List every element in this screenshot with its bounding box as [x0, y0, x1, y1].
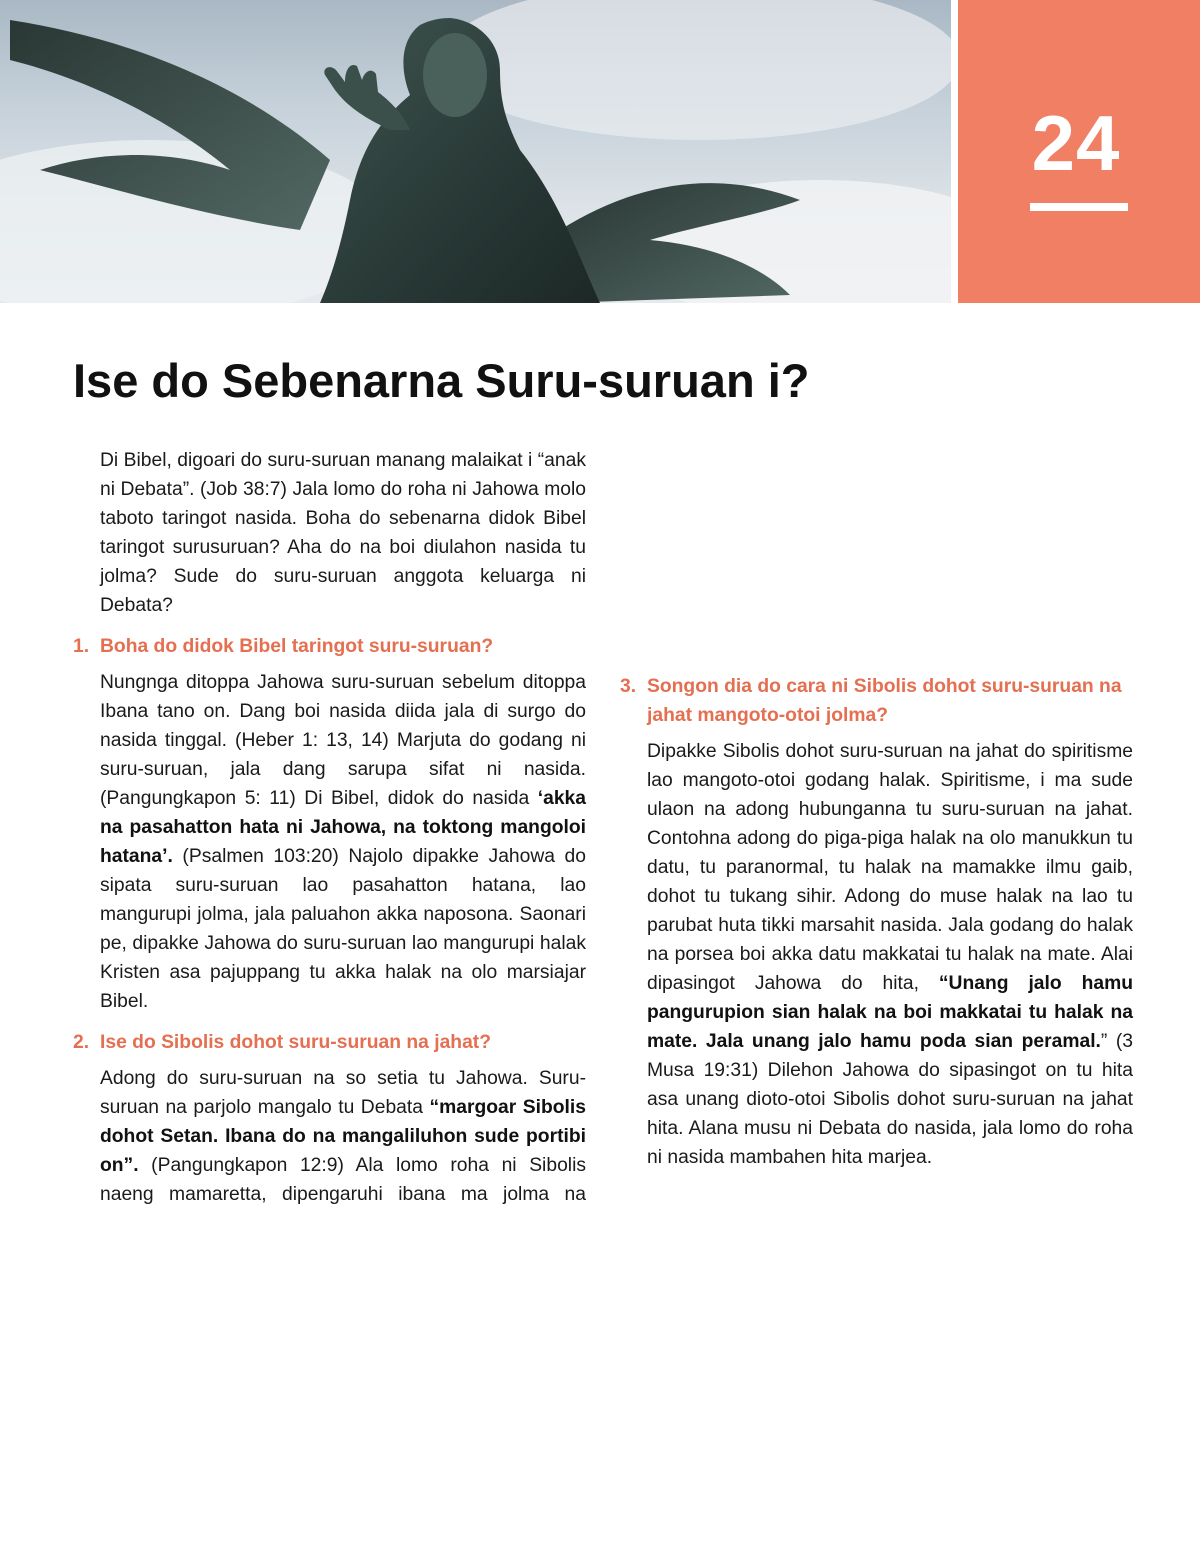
answer-text: Dipakke Sibolis dohot suru-suruan na jahat do spiritisme lao mangoto-otoi godang halak. Spiritisme, i ma sude ulaon na adong hubunganna tu suru-suruan na jahat. Contohna adong do piga-piga halak na olo manukkun tu datu, tu paranormal, tu halak na mamakke ilmu gaib, dohot tu tukang sihir. Adong do muse halak na lao tu parubat huta tikki marsahit nasida. Jala godang do halak na porsea boi akka datu makkatai tu halak na mate. Alai dipasingot Jahowa do hita,	[647, 741, 1133, 994]
answer-quote: ‘akka na pasahatton hata ni Jahowa, na toktong mangoloi hatana’.	[100, 788, 586, 867]
answer-text: (Pangungkapon 12:9) Ala lomo roha ni Sibolis naeng mamaretta, dipengaruhi ibana ma jolma na	[100, 1155, 586, 1205]
answer-quote: “Unang jalo hamu pangurupion sian halak na boi makkatai tu halak na mate. Jala unang jalo hamu poda sian peramal.	[647, 973, 1133, 1052]
answer-paragraph-2	[100, 1064, 586, 1209]
page-title: Ise do Sebenarna Suru-suruan i?	[73, 354, 810, 407]
answer-text: Nungnga ditoppa Jahowa suru-suruan sebelum ditoppa Ibana tano on. Dang boi nasida diida jala di surgo do nasida tinggal. (Heber 1: 13, 14) Marjuta do godang ni suru-suruan, jala dang sarupa sifat ni nasida. (Pangungkapon 5: 11) Di Bibel, didok do nasida	[100, 672, 586, 809]
question-number: 2.	[73, 1032, 90, 1053]
question-heading-1	[73, 632, 586, 661]
chapter-number: 24	[1031, 99, 1121, 187]
question-heading-2	[73, 1028, 586, 1057]
chapter-underline	[1030, 203, 1128, 211]
question-number: 3.	[620, 676, 637, 697]
answer-quote: “margoar Sibolis dohot Setan. Ibana do na mangaliluhon sude portibi on”.	[100, 1097, 586, 1176]
intro-paragraph: Di Bibel, digoari do suru-suruan manang malaikat i “anak ni Debata”. (Job 38:7) Jala lomo do roha ni Jahowa molo taboto taringot nasida. Boha do sebenarna didok Bibel taringot surusuruan? Aha do na boi diulahon nasida tu jolma? Sude do suru-suruan anggota keluarga ni Debata?	[100, 450, 586, 616]
answer-text: Adong do suru-suruan na so setia tu Jahowa. Suru-suruan na parjolo mangalo tu Debata	[100, 1068, 586, 1118]
question-heading-3	[620, 672, 1133, 730]
answer-text: (Psalmen 103:20) Najolo dipakke Jahowa do sipata suru-suruan lao pasahatton hatana, lao mangurupi jolma, jala paluahon akka naposona. Saonari pe, dipakke Jahowa do suru-suruan lao mangurupi halak Kristen asa pajuppang tu akka halak na olo marsiajar Bibel.	[100, 846, 586, 1012]
question-text: Songon dia do cara ni Sibolis dohot suru-suruan na jahat mangoto-otoi jolma?	[647, 676, 1122, 726]
answer-paragraph-1	[100, 668, 586, 1016]
answer-2-continued	[620, 446, 1133, 649]
answer-text: ” (3 Musa 19:31) Dilehon Jahowa do sipasingot on tu hita asa unang dioto-otoi Sibolis dohot suru-suruan na jahat hita. Alana musu ni Debata do nasida, jala lomo do roha ni nasida mambahen hita marjea.	[647, 1031, 1133, 1168]
question-text: Ise do Sibolis dohot suru-suruan na jahat?	[100, 1032, 492, 1053]
left-column	[73, 446, 586, 1209]
right-column	[620, 446, 1133, 1172]
hero-image	[0, 0, 951, 303]
question-text: Boha do didok Bibel taringot suru-suruan?	[100, 636, 494, 657]
angel-statue-illustration	[0, 0, 951, 303]
question-number: 1.	[73, 636, 90, 657]
chapter-badge	[958, 0, 1200, 303]
answer-paragraph-3	[647, 737, 1133, 1172]
